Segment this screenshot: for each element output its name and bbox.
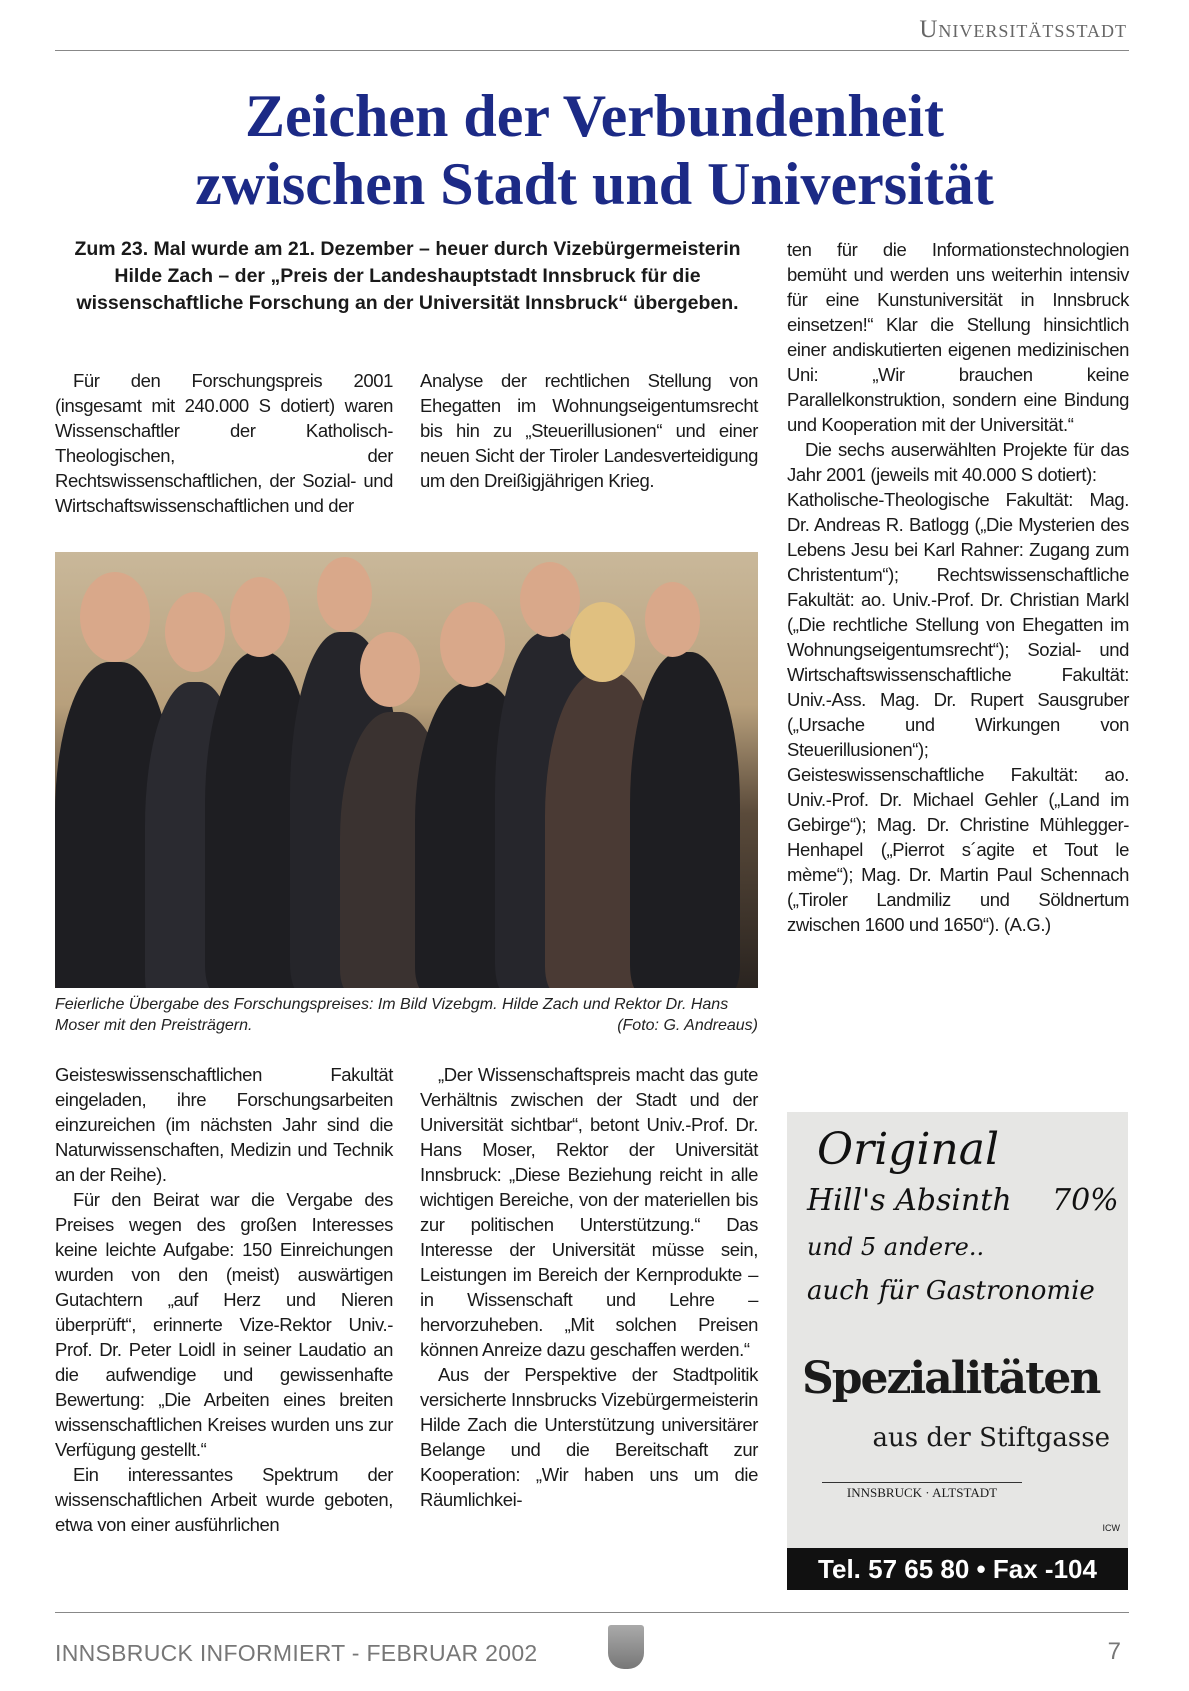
ad-location: INNSBRUCK · ALTSTADT xyxy=(822,1482,1022,1501)
paragraph: Ein interessantes Spektrum der wissenschaftlichen Arbeit wurde geboten, etwa von einer ausführlichen xyxy=(55,1464,393,1535)
ad-original: Original xyxy=(817,1124,1000,1175)
article-title xyxy=(30,82,1159,218)
ad-gastronomy: auch für Gastronomie xyxy=(807,1276,1095,1306)
paragraph: ten für die Informationstechnologien bemüht und werden uns weiterhin intensiv für eine Kunstuniversität in Innsbruck einsetzen!“ Klar die Stellung hinsichtlich einer andiskutierten eigenen medizinischen Uni: „Wir brauchen keine Parallelkonstruktion, sondern eine Bindung und Kooperation mit der Universität.“ xyxy=(787,239,1129,435)
ad-percent: 70% xyxy=(1052,1183,1119,1218)
paragraph: Für den Forschungspreis 2001 (insgesamt mit 240.000 S dotiert) waren Wissenschaftler der Katholisch-Theologischen, der Rechtswissenschaftlichen, der Sozial- und Wirtschaftswissenschaftlichen und der xyxy=(55,370,393,516)
paragraph: Die sechs auserwählten Projekte für das Jahr 2001 (jeweils mit 40.000 S dotiert): xyxy=(787,439,1129,485)
ad-others: und 5 andere.. xyxy=(807,1233,985,1261)
column-2-top xyxy=(420,368,758,493)
paragraph: Für den Beirat war die Vergabe des Preises wegen des großen Interesses keine leichte Aufgabe: 150 Einreichungen wurden von den (meist) auswärtigen Gutachtern „auf Herz und Nieren überprüft“, erinnerte Vize-Rektor Univ.-Prof. Dr. Peter Loidl in seiner Laudatio an die aufwendige und gewissenhafte Bewertung: „Die Arbeiten eines breiten wissenschaftlichen Kreises wurden uns zur Verfügung gestellt.“ xyxy=(55,1189,393,1460)
paragraph: „Der Wissenschaftspreis macht das gute Verhältnis zwischen der Stadt und der Universität sichtbar“, betont Univ.-Prof. Dr. Hans Moser, Rektor der Universität Innsbruck: „Diese Beziehung reicht in alle wichtigen Bereiche, von der materiellen bis zur politischen Unterstützung.“ Das Interesse der Universität müsse sein, Leistungen im Bereich der Kernprodukte – in Wissenschaft und Lehre – hervorzuheben. „Mit solchen Preisen können Anreize dazu geschaffen werden.“ xyxy=(420,1064,758,1360)
title-line-1: Zeichen der Verbundenheit xyxy=(245,83,944,149)
paragraph: Katholische-Theologische Fakultät: Mag. Dr. Andreas R. Batlogg („Die Mysterien des Lebens Jesu bei Karl Rahner: Zugang zum Christentum“); Rechtswissenschaftliche Fakultät: ao. Univ.-Prof. Dr. Christian Markl („Die rechtliche Stellung von Ehegatten im Wohnungseigentumsrecht“); Sozial- und Wirtschaftswissenschaftliche Fakultät: Univ.-Ass. Mag. Dr. Rupert Sausgruber („Ursache und Wirkungen von Steuerillusionen“); Geisteswissenschaftliche Fakultät: ao. Univ.-Prof. Dr. Michael Gehler („Land im Gebirge“); Mag. Dr. Christine Mühlegger-Henhapel („Pierrot s´agite et Tout le mème“); Mag. Dr. Martin Paul Schennach („Tiroler Landmiliz und Söldnertum zwischen 1600 und 1650“). (A.G.) xyxy=(787,489,1129,935)
ad-absinth: Hill's Absinth xyxy=(807,1183,1012,1218)
paragraph: Aus der Perspektive der Stadtpolitik versicherte Innsbrucks Vizebürgermeisterin Hilde Zach die Unterstützung universitärer Belange und die Bereitschaft zur Kooperation: „Wir haben uns um die Räumlichkei- xyxy=(420,1364,758,1510)
city-crest-icon xyxy=(608,1625,644,1669)
paragraph: Analyse der rechtlichen Stellung von Ehegatten im Wohnungseigentumsrecht bis hin zu „Steuerillusionen“ und einer neuen Sicht der Tiroler Landesverteidigung um den Dreißigjährigen Krieg. xyxy=(420,370,758,491)
page-number: 7 xyxy=(1107,1638,1121,1665)
absinth-advertisement xyxy=(787,1112,1128,1590)
photo-credit: (Foto: G. Andreaus) xyxy=(617,1017,758,1034)
top-rule xyxy=(55,50,1129,51)
column-2-bottom xyxy=(420,1062,758,1512)
ad-agency: ICW xyxy=(1102,1523,1120,1533)
ad-brand-sub: aus der Stiftgasse xyxy=(872,1423,1110,1453)
title-line-2: zwischen Stadt und Universität xyxy=(195,151,994,217)
column-3 xyxy=(787,237,1129,937)
paragraph: Geisteswissenschaftlichen Fakultät eingeladen, ihre Forschungsarbeiten einzureichen (im nächsten Jahr sind die Naturwissenschaften, Medizin und Technik an der Reihe). xyxy=(55,1064,393,1185)
publication-footer: INNSBRUCK INFORMIERT - FEBRUAR 2002 xyxy=(55,1640,538,1666)
column-1-top xyxy=(55,368,393,518)
column-1-bottom xyxy=(55,1062,393,1537)
photo-caption xyxy=(55,994,758,1038)
article-deck: Zum 23. Mal wurde am 21. Dezember – heuer durch Vizebürgermeisterin Hilde Zach – der „Preis der Landeshauptstadt Innsbruck für die wissenschaftliche Forschung an der Universität Innsbruck“ übergeben. xyxy=(74,238,741,314)
section-header: Universitätsstadt xyxy=(919,16,1127,43)
ad-contact: Tel. 57 65 80 • Fax -104 xyxy=(787,1548,1128,1590)
bottom-rule xyxy=(55,1612,1129,1613)
award-ceremony-photo xyxy=(55,552,758,988)
ad-brand: Spezialitäten xyxy=(802,1353,1100,1404)
caption-text: Feierliche Übergabe des Forschungspreises: Im Bild Vizebgm. Hilde Zach und Rektor Dr. Hans Moser mit den Preisträgern. xyxy=(55,996,729,1034)
